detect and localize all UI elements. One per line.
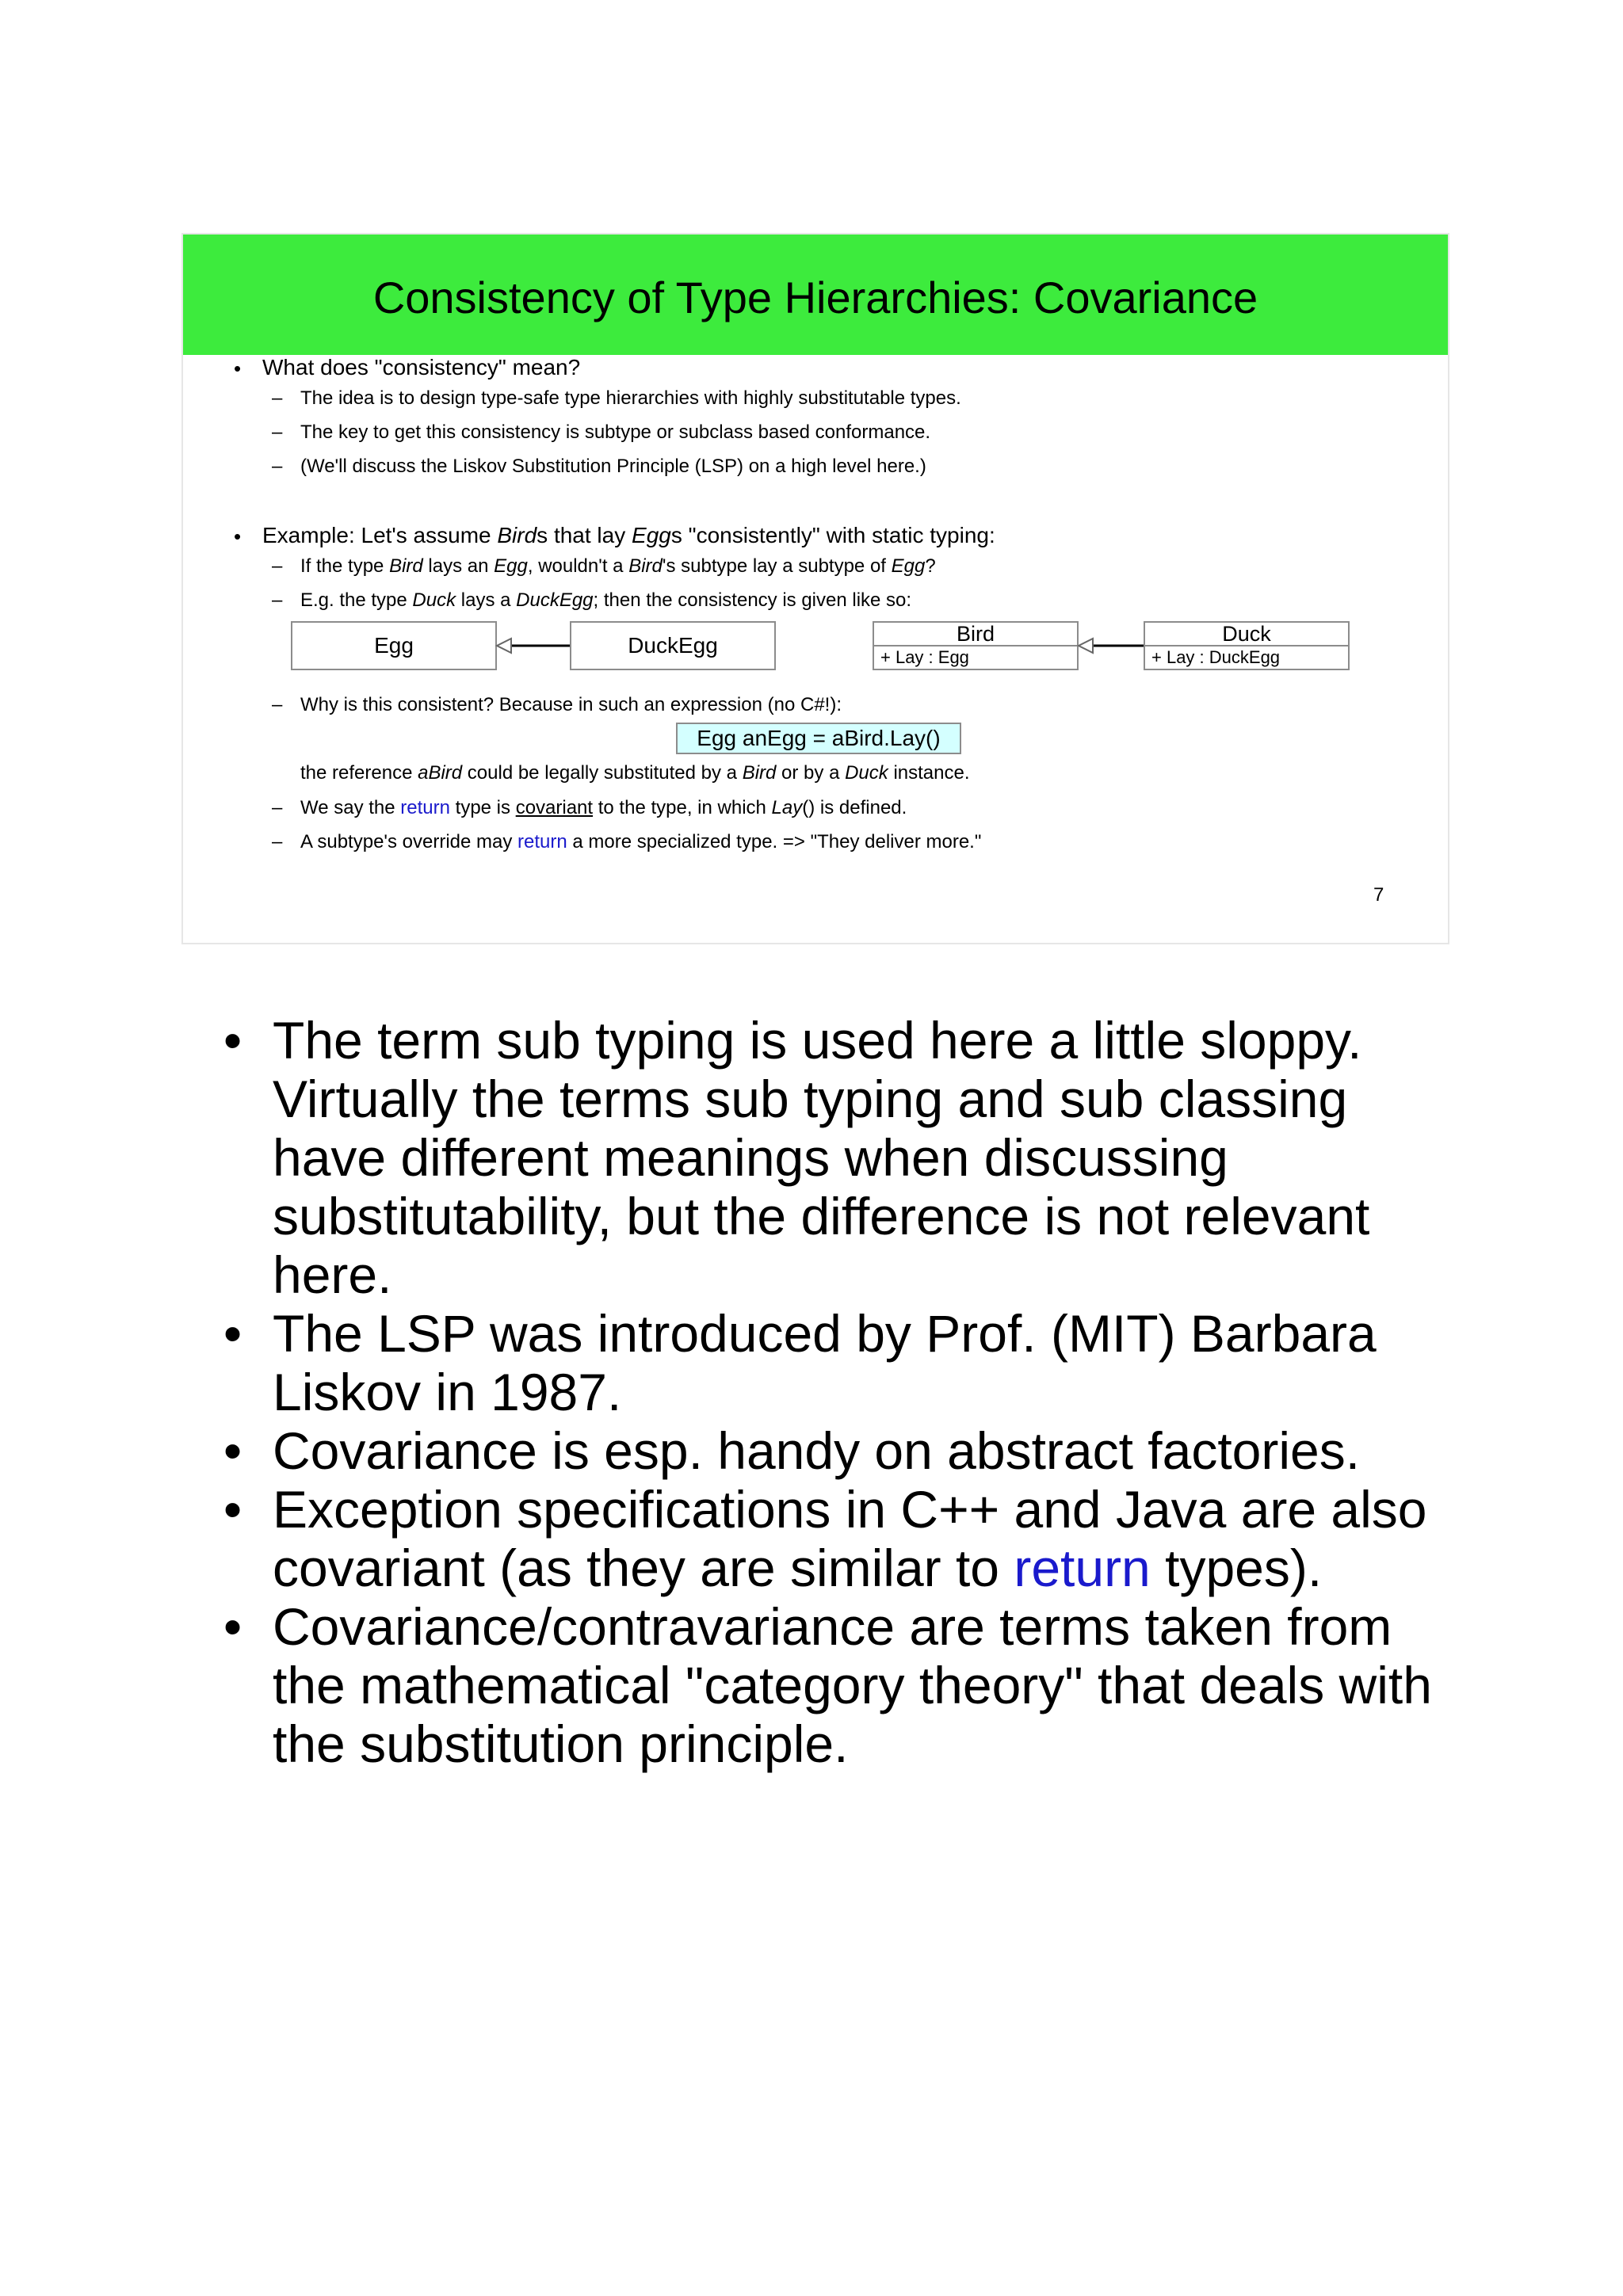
uml-egg-box: Egg: [291, 621, 497, 670]
uml-duck-op: + Lay : DuckEgg: [1151, 647, 1281, 667]
notes-list: [223, 1011, 1460, 1773]
slide-title: Consistency of Type Hierarchies: Covariance: [372, 273, 1258, 322]
dash: –: [272, 694, 283, 715]
uml-bird-name: Bird: [874, 623, 1077, 646]
dash: –: [272, 831, 283, 852]
dash: –: [272, 797, 283, 818]
note-text: types).: [1150, 1539, 1323, 1597]
dash: –: [272, 589, 283, 611]
note-text: Covariance/contravariance are terms taken from the mathematical "category theory" that deals with the substitution principle.: [273, 1597, 1432, 1773]
dash: –: [272, 387, 283, 409]
note-item: [223, 1011, 1460, 1304]
sub-eg-duck: E.g. the type Duck lays a DuckEgg; then the consistency is given like so:: [300, 589, 912, 611]
bullet-dot: •: [234, 357, 242, 380]
inheritance-arrow-duck-bird: [1079, 639, 1144, 653]
note-item: [223, 1304, 1460, 1421]
note-item: [223, 1480, 1460, 1597]
page-number: 7: [1373, 884, 1384, 906]
note-text: The term sub typing is used here a little sloppy. Virtually the terms sub typing and sub classing have different meanings when discussing substitutability, but the difference is not relevant here.: [273, 1011, 1370, 1304]
note-text: Exception specifications in C++ and Java are also covariant (as they are similar to: [273, 1480, 1427, 1597]
dash: –: [272, 421, 283, 443]
bullet-consistency: What does "consistency" mean?: [262, 355, 581, 379]
sub-if-bird: If the type Bird lays an Egg, wouldn't a Bird's subtype lay a subtype of Egg?: [300, 555, 936, 577]
bullet-dot: •: [234, 524, 242, 548]
keyword-return: return: [1014, 1539, 1151, 1597]
sub-idea: The idea is to design type-safe type hierarchies with highly substitutable types.: [300, 387, 961, 409]
note-text: Covariance is esp. handy on abstract factories.: [273, 1421, 1361, 1480]
bullet-example: Example: Let's assume Birds that lay Eggs "consistently" with static typing:: [262, 523, 995, 547]
uml-bird-op: + Lay : Egg: [880, 647, 969, 667]
note-item: [223, 1421, 1460, 1480]
uml-duck-name: Duck: [1145, 623, 1348, 646]
sub-override: A subtype's override may return a more specialized type. => "They deliver more.": [300, 831, 982, 852]
note-text: The LSP was introduced by Prof. (MIT) Barbara Liskov in 1987.: [273, 1304, 1377, 1421]
slide: [181, 233, 1449, 944]
code-expression: Egg anEgg = aBird.Lay(): [676, 723, 961, 754]
note-item: [223, 1597, 1460, 1773]
sub-covariant: We say the return type is covariant to the type, in which Lay() is defined.: [300, 797, 907, 818]
sub-key: The key to get this consistency is subtype or subclass based conformance.: [300, 421, 931, 443]
dash: –: [272, 456, 283, 477]
inheritance-arrow-duckegg-egg: [497, 639, 570, 653]
uml-duckegg-box: DuckEgg: [570, 621, 776, 670]
ref-line: the reference aBird could be legally substituted by a Bird or by a Duck instance.: [300, 762, 970, 784]
sub-why: Why is this consistent? Because in such an expression (no C#!):: [300, 694, 842, 715]
sub-lsp: (We'll discuss the Liskov Substitution Principle (LSP) on a high level here.): [300, 456, 926, 477]
dash: –: [272, 555, 283, 577]
